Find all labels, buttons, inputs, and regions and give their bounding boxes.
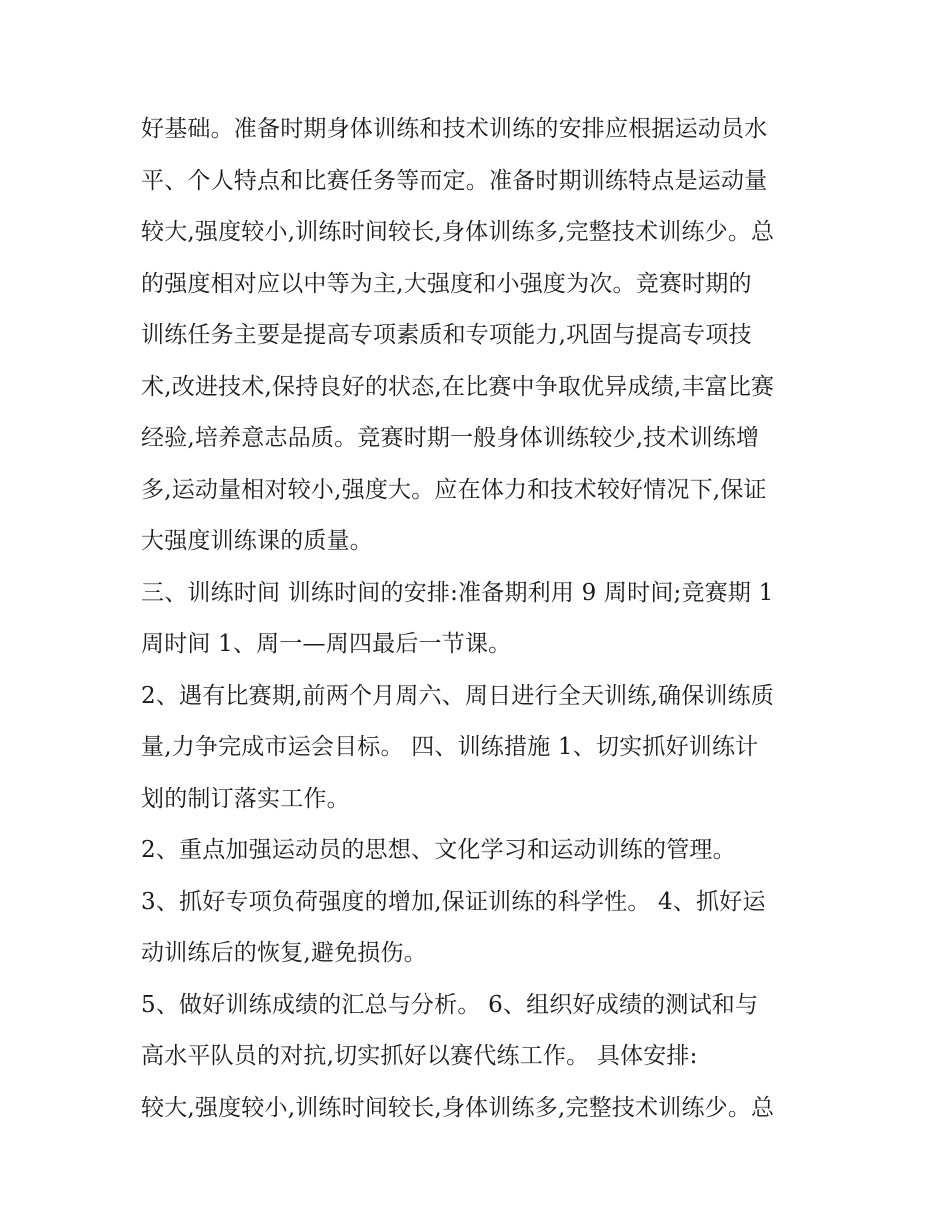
- text-line: 量,力争完成市运会目标。 四、训练措施 1、切实抓好训练计: [141, 734, 759, 760]
- text-line: 多,运动量相对较小,强度大。应在体力和技术较好情况下,保证: [141, 476, 767, 503]
- text-line: 较大,强度较小,训练时间较长,身体训练多,完整技术训练少。总: [141, 1094, 775, 1121]
- text-line: 周时间 1、周一—周四最后一节课。: [141, 631, 512, 657]
- text-line: 高水平队员的对抗,切实抓好以赛代练工作。 具体安排:: [141, 1043, 698, 1069]
- text-line: 动训练后的恢复,避免损伤。: [141, 940, 427, 966]
- text-line: 划的制订落实工作。: [141, 785, 350, 812]
- body-text: [141, 104, 811, 1134]
- text-line: 好基础。准备时期身体训练和技术训练的安排应根据运动员水: [141, 116, 768, 142]
- text-line: 大强度训练课的质量。: [141, 528, 373, 554]
- text-line: 5、做好训练成绩的汇总与分析。 6、组织好成绩的测试和与: [141, 991, 759, 1018]
- text-line: 较大,强度较小,训练时间较长,身体训练多,完整技术训练少。总: [141, 219, 775, 245]
- text-line: 术,改进技术,保持良好的状态,在比赛中争取优异成绩,丰富比赛: [141, 373, 775, 400]
- text-line: 经验,培养意志品质。竞赛时期一般身体训练较少,技术训练增: [141, 425, 760, 451]
- text-line: 三、训练时间 训练时间的安排:准备期利用 9 周时间;竞赛期 1: [141, 579, 774, 606]
- text-line: 2、重点加强运动员的思想、文化学习和运动训练的管理。: [141, 837, 736, 863]
- text-line: 3、抓好专项负荷强度的增加,保证训练的科学性。 4、抓好运: [141, 888, 766, 915]
- text-line: 的强度相对应以中等为主,大强度和小强度为次。竞赛时期的: [141, 270, 752, 297]
- text-line: 训练任务主要是提高专项素质和专项能力,巩固与提高专项技: [141, 322, 752, 348]
- text-line: 2、遇有比赛期,前两个月周六、周日进行全天训练,确保训练质: [141, 682, 775, 709]
- text-line: 平、个人特点和比赛任务等而定。准备时期训练特点是运动量: [141, 167, 768, 194]
